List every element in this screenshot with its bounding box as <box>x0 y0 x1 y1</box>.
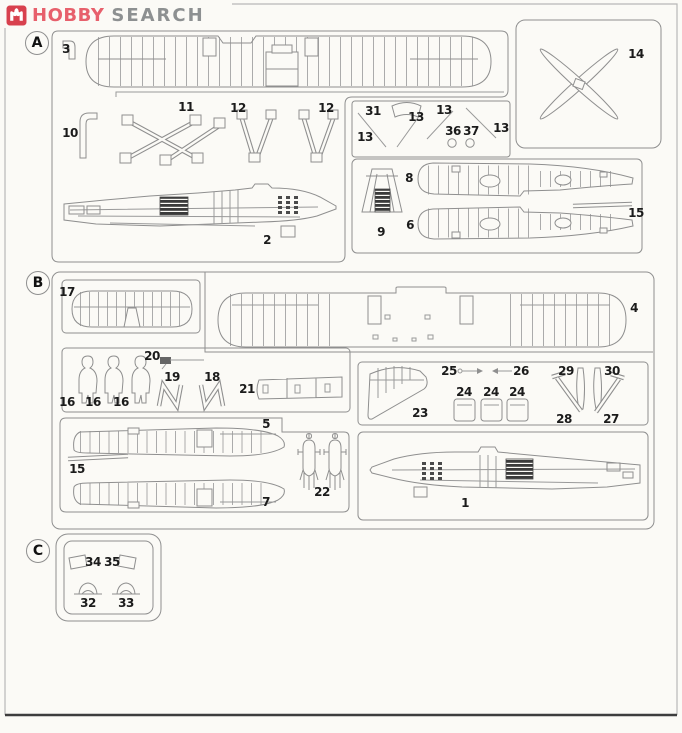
part-number-label: 29 <box>558 364 574 378</box>
part-number-label: 31 <box>365 104 381 118</box>
lower-wings-box <box>352 159 642 253</box>
part-number-label: 15 <box>69 462 85 476</box>
part-number-label: 35 <box>104 555 120 569</box>
part-18-strut <box>201 385 223 406</box>
part-number-label: 8 <box>405 171 413 185</box>
part-6-lower-wing <box>418 207 633 239</box>
wings-and-bombs-box <box>60 418 349 512</box>
part-number-label: 1 <box>461 496 469 510</box>
part-20-machine-gun <box>160 357 204 369</box>
part-15-rod <box>573 204 632 206</box>
part-26-pin <box>492 368 512 374</box>
part-11-struts <box>120 115 225 165</box>
part-number-label: 22 <box>314 485 330 499</box>
part-5-wing <box>74 428 285 456</box>
fuselage-1-box <box>358 432 648 520</box>
part-36-wheel <box>448 139 456 147</box>
part-3-runner-tab <box>63 41 75 59</box>
part-23-rudder <box>368 366 427 419</box>
pilot-figure <box>132 356 150 403</box>
part-number-label: 11 <box>178 100 194 114</box>
figures-and-struts-box <box>62 348 350 412</box>
sprue-b-outline <box>52 272 654 529</box>
part-15-rod <box>68 456 128 459</box>
part-number-label: 32 <box>80 596 96 610</box>
section-a-badge: A <box>25 31 49 55</box>
part-22-bomb <box>298 434 320 491</box>
part-number-label: 18 <box>204 370 220 384</box>
part-number-label: 28 <box>556 412 572 426</box>
part-number-label: 16 <box>59 395 75 409</box>
part-2-fuselage-half <box>64 184 336 237</box>
propeller-box <box>516 20 661 148</box>
sprue-c <box>56 534 161 621</box>
section-c-badge: C <box>26 539 50 563</box>
part-number-label: 7 <box>262 495 270 509</box>
hobby-search-logo <box>6 5 205 26</box>
part-27-strut <box>596 374 624 412</box>
pilot-figure <box>79 356 97 403</box>
part-number-label: 12 <box>318 101 334 115</box>
part-number-label: 3 <box>62 42 70 56</box>
part-12-struts <box>237 110 276 162</box>
part-number-label: 25 <box>441 364 457 378</box>
part-number-label: 13 <box>357 130 373 144</box>
part-number-label: 5 <box>262 417 270 431</box>
part-number-label: 13 <box>408 110 424 124</box>
small-parts-box-b <box>358 362 648 425</box>
part-number-label: 19 <box>164 370 180 384</box>
part-number-label: 20 <box>144 349 160 363</box>
sheet-border <box>5 4 677 715</box>
part-21-tank <box>257 377 342 399</box>
part-number-label: 34 <box>85 555 101 569</box>
section-b-badge: B <box>26 271 50 295</box>
part-number-label: 33 <box>118 596 134 610</box>
part-25-pin <box>458 368 483 374</box>
part-number-label: 23 <box>412 406 428 420</box>
part-17-stabilizer-box <box>62 280 200 333</box>
part-number-label: 15 <box>628 206 644 220</box>
part-12-struts <box>299 110 338 162</box>
part-14-propeller <box>537 45 621 122</box>
part-10-bracket <box>80 113 97 158</box>
part-22-bomb <box>324 434 346 491</box>
part-number-label: 6 <box>406 218 414 232</box>
part-number-label: 26 <box>513 364 529 378</box>
sprue-c-outline <box>56 534 161 621</box>
sprue-b <box>52 272 654 529</box>
sprue-a <box>52 20 661 262</box>
part-4-lower-main-wing <box>218 287 626 347</box>
part-34-window <box>69 555 87 569</box>
part-3-upper-wing <box>86 36 491 87</box>
part-number-label: 16 <box>113 395 129 409</box>
pilot-figure <box>105 356 123 403</box>
flame-icon <box>6 5 27 26</box>
part-number-label: 27 <box>603 412 619 426</box>
part-1-fuselage-half <box>370 447 640 497</box>
part-number-label: 24 <box>509 385 525 399</box>
part-number-label: 10 <box>62 126 78 140</box>
part-number-label: 24 <box>456 385 472 399</box>
part-8-lower-wing <box>418 163 633 196</box>
part-37-wheel <box>466 139 474 147</box>
part-number-label: 13 <box>493 121 509 135</box>
part-35-window <box>118 555 136 569</box>
small-parts-box-13 <box>352 101 510 157</box>
part-number-label: 9 <box>377 225 385 239</box>
part-number-label: 16 <box>85 395 101 409</box>
part-24-seats <box>454 399 528 421</box>
part-number-label: 36 <box>445 124 461 138</box>
part-19-strut <box>159 385 181 406</box>
part-32-windscreen <box>74 583 102 594</box>
part-number-label: 24 <box>483 385 499 399</box>
brand-name-primary: HOBBY <box>32 5 105 26</box>
brand-name-secondary: SEARCH <box>111 5 205 26</box>
part-9-radiator <box>362 169 402 212</box>
part-33-windscreen <box>112 583 140 594</box>
part-number-label: 13 <box>436 103 452 117</box>
part-7-wing <box>74 480 285 508</box>
part-number-label: 30 <box>604 364 620 378</box>
part-31-windscreen <box>392 103 421 118</box>
part-number-label: 12 <box>230 101 246 115</box>
part-number-label: 14 <box>628 47 644 61</box>
part-number-label: 37 <box>463 124 479 138</box>
part-number-label: 2 <box>263 233 271 247</box>
part-number-label: 21 <box>239 382 255 396</box>
part-number-label: 17 <box>59 285 75 299</box>
part-number-label: 4 <box>630 301 638 315</box>
